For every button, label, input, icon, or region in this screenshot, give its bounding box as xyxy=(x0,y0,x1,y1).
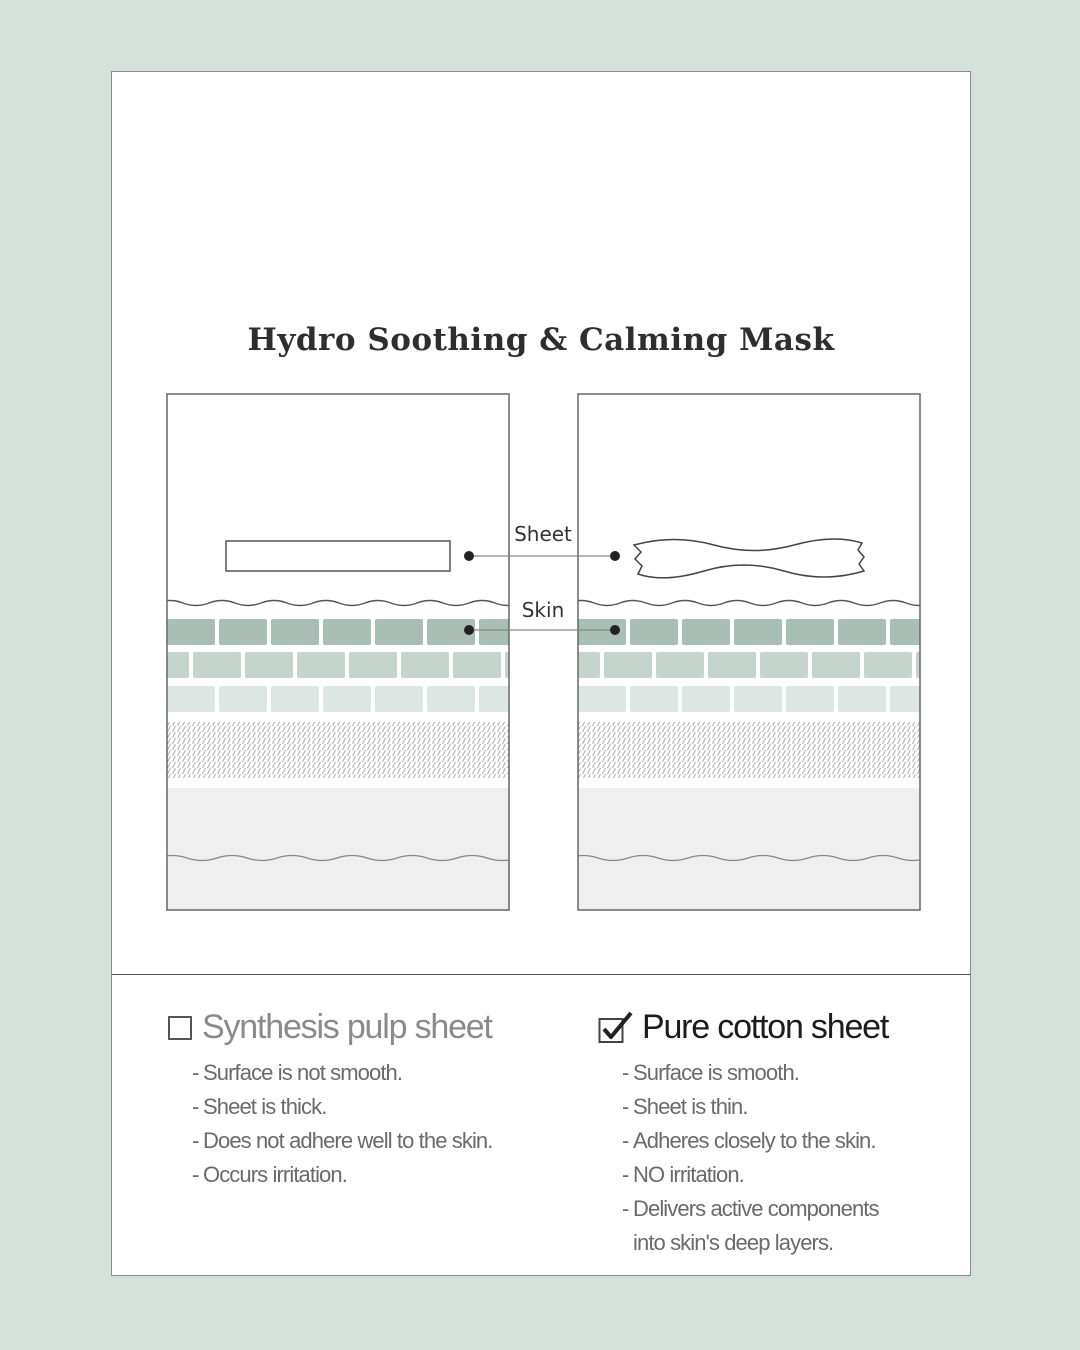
dermis-layer xyxy=(167,788,509,910)
list-item: - Adheres closely to the skin. xyxy=(622,1128,876,1153)
synthesis-pulp-heading xyxy=(168,1002,492,1052)
skin-cell xyxy=(219,619,267,645)
skin-cell xyxy=(734,686,782,712)
skin-cell xyxy=(167,619,215,645)
pure-cotton-heading xyxy=(598,1002,888,1052)
skin-cell xyxy=(219,686,267,712)
right-panel xyxy=(552,394,964,910)
pure-cotton-column xyxy=(598,1002,888,1260)
skin-cell xyxy=(552,652,600,678)
synthesis-pulp-points xyxy=(168,1056,492,1192)
pure-cotton-title: Pure cotton sheet xyxy=(642,1007,889,1046)
skin-cell xyxy=(630,619,678,645)
skin-cell xyxy=(734,619,782,645)
skin-cell xyxy=(401,652,449,678)
skin-cell xyxy=(838,686,886,712)
empty-checkbox-icon xyxy=(168,1016,192,1040)
info-card xyxy=(111,71,971,1276)
skin-cell xyxy=(427,686,475,712)
pure-cotton-points xyxy=(598,1056,888,1260)
skin-cell xyxy=(708,652,756,678)
synthesis-pulp-column xyxy=(168,1002,492,1192)
skin-cell xyxy=(193,652,241,678)
list-item: - Delivers active components into skin's deep layers. xyxy=(622,1196,879,1255)
skin-cell xyxy=(786,619,834,645)
skin-cell xyxy=(630,686,678,712)
thick-pulp-sheet xyxy=(226,541,450,571)
sheet-dot-left xyxy=(464,551,474,561)
skin-cell xyxy=(656,652,704,678)
hatched-layer xyxy=(578,722,920,778)
dermis-layer xyxy=(578,788,920,910)
skin-label: Skin xyxy=(521,598,565,622)
skin-cell xyxy=(375,619,423,645)
left-panel xyxy=(141,394,553,910)
skin-cell xyxy=(682,619,730,645)
skin-cell xyxy=(916,652,964,678)
skin-cell xyxy=(505,652,553,678)
hatched-layer xyxy=(167,722,509,778)
skin-cell xyxy=(479,686,527,712)
skin-cell xyxy=(479,619,527,645)
list-item: - NO irritation. xyxy=(622,1162,744,1187)
page-title: Hydro Soothing & Calming Mask xyxy=(247,322,835,358)
skin-cell xyxy=(838,619,886,645)
skin-dot-left xyxy=(464,625,474,635)
sheet-dot-right xyxy=(610,551,620,561)
checked-checkbox-icon xyxy=(598,1010,634,1044)
skin-cell xyxy=(375,686,423,712)
list-item: - Sheet is thick. xyxy=(192,1094,327,1119)
synthesis-pulp-title: Synthesis pulp sheet xyxy=(202,1007,492,1046)
skin-cell xyxy=(786,686,834,712)
list-item: - Surface is smooth. xyxy=(622,1060,799,1085)
skin-cell xyxy=(297,652,345,678)
skin-cell xyxy=(271,686,319,712)
skin-cell xyxy=(812,652,860,678)
skin-cell xyxy=(323,686,371,712)
skin-cell xyxy=(890,686,938,712)
skin-cell xyxy=(271,619,319,645)
skin-cell xyxy=(760,652,808,678)
skin-cell xyxy=(245,652,293,678)
skin-cell xyxy=(349,652,397,678)
list-item: - Surface is not smooth. xyxy=(192,1060,403,1085)
skin-comparison-diagram xyxy=(112,72,972,972)
skin-cell xyxy=(890,619,938,645)
skin-cell xyxy=(323,619,371,645)
sheet-label: Sheet xyxy=(514,522,572,546)
skin-cell xyxy=(604,652,652,678)
skin-cell xyxy=(682,686,730,712)
skin-cell xyxy=(578,686,626,712)
list-item: - Occurs irritation. xyxy=(192,1162,347,1187)
list-item: - Sheet is thin. xyxy=(622,1094,748,1119)
divider xyxy=(112,974,970,975)
skin-cell xyxy=(141,652,189,678)
skin-dot-right xyxy=(610,625,620,635)
skin-cell xyxy=(453,652,501,678)
skin-cell xyxy=(864,652,912,678)
skin-cell xyxy=(167,686,215,712)
list-item: - Does not adhere well to the skin. xyxy=(192,1128,493,1153)
